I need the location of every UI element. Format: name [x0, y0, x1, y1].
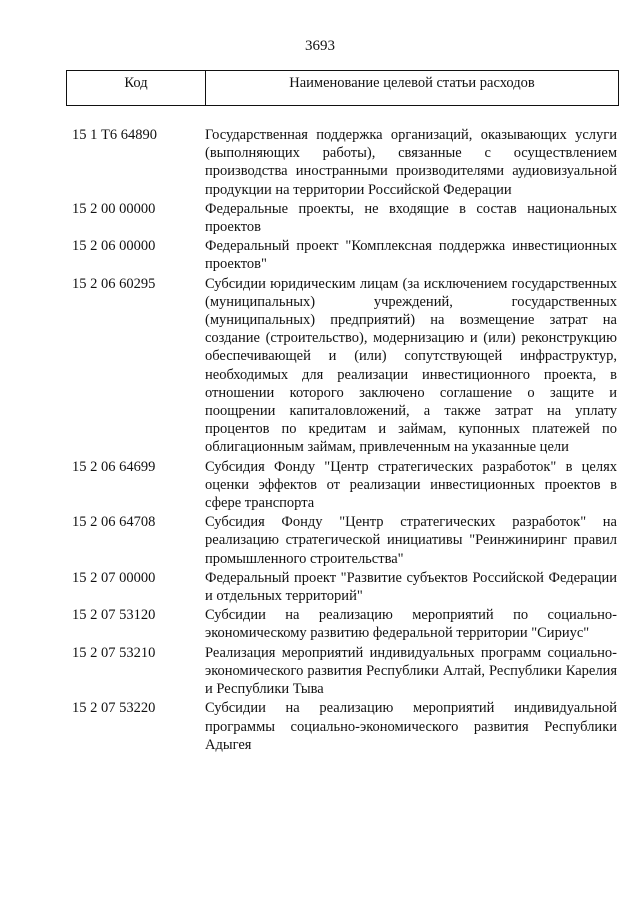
row-code: 15 2 06 64708: [72, 514, 156, 531]
row-text: Государственная поддержка организаций, оказывающих услуги (выполняющих работы), связанные с осуществлением производства иностранными производителями аудиовизуальной продукции на территории Российской Федерации: [205, 127, 617, 198]
page-number: 3693: [305, 38, 335, 54]
table-header: [66, 70, 619, 106]
row-text: Федеральный проект "Развитие субъектов Российской Федерации и отдельных территорий": [205, 569, 617, 605]
table-row: [72, 606, 617, 642]
row-code: 15 2 06 60295: [72, 275, 156, 292]
row-text: Субсидии на реализацию мероприятий индивидуальной программы социально-экономического развития Республики Адыгея: [205, 700, 617, 753]
table-body: [72, 126, 617, 755]
table-row: [72, 644, 617, 699]
row-code: 15 2 07 53120: [72, 607, 156, 624]
row-code: 15 2 00 00000: [72, 200, 156, 217]
table-row: [72, 569, 617, 605]
row-text: Федеральные проекты, не входящие в состав национальных проектов: [205, 200, 617, 236]
row-code: 15 2 06 00000: [72, 238, 156, 255]
row-code: 15 2 07 53220: [72, 700, 156, 717]
row-text: Субсидии юридическим лицам (за исключением государственных (муниципальных) учреждений, государственных (муниципальных) предприятий) на возмещение затрат на создание (строительство), модернизацию и (или) реконструкцию обеспечивающей и (или) сопутствующей инфраструктур, необходимых для реализации инвестиционного проекта, в отношении которого заключено соглашение о защите и поощрении капиталовложений, а также затрат на уплату процентов по кредитам и займам, купонных платежей по облигационным займам, привлеченным на указанные цели: [205, 275, 617, 456]
table-row: [72, 699, 617, 754]
table-row: [72, 513, 617, 568]
row-code: 15 2 06 64699: [72, 458, 156, 475]
header-code: Код: [67, 71, 206, 105]
row-text: Реализация мероприятий индивидуальных программ социально-экономического развития Республики Алтай, Республики Карелия и Республики Тыва: [205, 644, 617, 698]
row-text: Федеральный проект "Комплексная поддержка инвестиционных проектов": [205, 238, 617, 273]
row-code: 15 2 07 53210: [72, 644, 156, 661]
row-text: Субсидия Фонду "Центр стратегических разработок" на реализацию стратегической инициативы "Реинжиниринг правил промышленного строительства": [205, 514, 617, 567]
table-row: [72, 200, 617, 236]
table-row: [72, 237, 617, 273]
row-code: 15 2 07 00000: [72, 569, 156, 586]
table-row: [72, 126, 617, 199]
row-code: 15 1 Т6 64890: [72, 127, 157, 143]
header-name: Наименование целевой статьи расходов: [289, 75, 535, 91]
table-row: [72, 458, 617, 513]
table-row: [72, 275, 617, 457]
row-text: Субсидия Фонду "Центр стратегических разработок" в целях оценки эффектов от реализации инвестиционных проектов в сфере транспорта: [205, 458, 617, 512]
row-text: Субсидии на реализацию мероприятий по социально-экономическому развитию федеральной территории "Сириус": [205, 607, 617, 642]
